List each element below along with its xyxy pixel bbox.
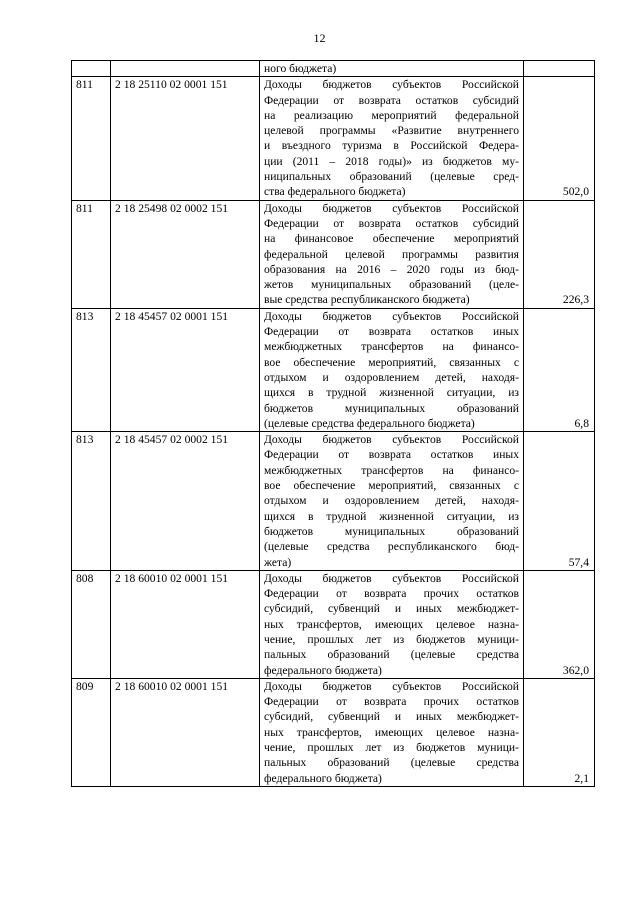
page-number: 12 bbox=[313, 31, 326, 45]
table-row bbox=[72, 200, 595, 308]
description-line: Федерации от возврата остатков иных bbox=[264, 448, 519, 462]
description-line: Доходы бюджетов субъектов Российской bbox=[264, 433, 519, 447]
budget-code-cell: 2 18 45457 02 0002 151 bbox=[111, 432, 260, 571]
budget-code-cell: 2 18 25498 02 0002 151 bbox=[111, 200, 260, 308]
description-line: вые средства республиканского бюджета) bbox=[264, 293, 470, 307]
description-line: федерального бюджета) bbox=[264, 771, 382, 785]
description-line: федерального бюджета) bbox=[264, 663, 382, 677]
table-row bbox=[72, 77, 595, 200]
description-line: (целевые средства федерального бюджета) bbox=[264, 416, 475, 430]
description-line: (целевые средства республиканского бюд- bbox=[264, 540, 519, 554]
amount-cell bbox=[524, 61, 595, 77]
amount-cell: 2,1 bbox=[524, 678, 595, 786]
budget-code-cell: 2 18 25110 02 0001 151 bbox=[111, 77, 260, 200]
budget-income-table bbox=[71, 60, 595, 787]
amount-cell: 502,0 bbox=[524, 77, 595, 200]
description-line: ства федерального бюджета) bbox=[264, 185, 406, 199]
description-line: межбюджетных трансфертов на финансо- bbox=[264, 463, 519, 477]
admin-code-cell: 813 bbox=[72, 432, 111, 571]
description-cell bbox=[260, 77, 524, 200]
admin-code-cell: 811 bbox=[72, 200, 111, 308]
description-line: образования на 2016 – 2020 годы из бюд- bbox=[264, 262, 519, 276]
description-line: федеральной целевой программы развития bbox=[264, 247, 519, 261]
description-line: на финансовое обеспечение мероприятий bbox=[264, 232, 519, 246]
description-line: ниципальных образований (целевые сред- bbox=[264, 170, 519, 184]
description-line: межбюджетных трансфертов на финансо- bbox=[264, 340, 519, 354]
description-line: жета) bbox=[264, 555, 292, 569]
amount-cell: 226,3 bbox=[524, 200, 595, 308]
admin-code-cell: 811 bbox=[72, 77, 111, 200]
description-line: Федерации от возврата остатков иных bbox=[264, 325, 519, 339]
amount-cell: 6,8 bbox=[524, 308, 595, 431]
description-line: ных трансфертов, имеющих целевое назна- bbox=[264, 617, 519, 631]
description-line: Доходы бюджетов субъектов Российской bbox=[264, 78, 519, 92]
description-line: чение, прошлых лет из бюджетов муници- bbox=[264, 741, 519, 755]
description-line: щихся в трудной жизненной ситуации, из bbox=[264, 386, 519, 400]
description-cell bbox=[260, 200, 524, 308]
admin-code-cell: 809 bbox=[72, 678, 111, 786]
table-row-continuation bbox=[72, 61, 595, 77]
description-cell bbox=[260, 432, 524, 571]
description-line: щихся в трудной жизненной ситуации, из bbox=[264, 509, 519, 523]
description-line: на реализацию мероприятий федеральной bbox=[264, 108, 519, 122]
table-body bbox=[72, 61, 595, 787]
description-line: отдыхом и оздоровлением детей, находя- bbox=[264, 494, 519, 508]
admin-code-cell bbox=[72, 61, 111, 77]
description-line: Федерации от возврата остатков субсидий bbox=[264, 93, 519, 107]
description-line: ции (2011 – 2018 годы)» из бюджетов му- bbox=[264, 154, 519, 168]
description-line: и въездного туризма в Российской Федера- bbox=[264, 139, 519, 153]
description-line: отдыхом и оздоровлением детей, находя- bbox=[264, 370, 519, 384]
budget-code-cell: 2 18 60010 02 0001 151 bbox=[111, 570, 260, 678]
description-line: пальных образований (целевые средства bbox=[264, 648, 519, 662]
budget-code-cell: 2 18 45457 02 0001 151 bbox=[111, 308, 260, 431]
description-cell bbox=[260, 570, 524, 678]
description-cell bbox=[260, 61, 524, 77]
description-cell bbox=[260, 308, 524, 431]
description-line: Доходы бюджетов субъектов Российской bbox=[264, 201, 519, 215]
table-row bbox=[72, 570, 595, 678]
description-line: субсидий, субвенций и иных межбюджет- bbox=[264, 602, 519, 616]
description-line: Доходы бюджетов субъектов Российской bbox=[264, 679, 519, 693]
description-cell bbox=[260, 678, 524, 786]
table-row bbox=[72, 308, 595, 431]
admin-code-cell: 808 bbox=[72, 570, 111, 678]
budget-code-cell bbox=[111, 61, 260, 77]
description-line: жетов муниципальных образований (целе- bbox=[264, 278, 519, 292]
description-line: Федерации от возврата прочих остатков bbox=[264, 587, 519, 601]
budget-code-cell: 2 18 60010 02 0001 151 bbox=[111, 678, 260, 786]
admin-code-cell: 813 bbox=[72, 308, 111, 431]
description-line: бюджетов муниципальных образований bbox=[264, 401, 519, 415]
table-row bbox=[72, 678, 595, 786]
description-line: Федерации от возврата остатков субсидий bbox=[264, 216, 519, 230]
description-line: субсидий, субвенций и иных межбюджет- bbox=[264, 710, 519, 724]
description-line: пальных образований (целевые средства bbox=[264, 756, 519, 770]
description-line: Доходы бюджетов субъектов Российской bbox=[264, 571, 519, 585]
description-line: вое обеспечение мероприятий, связанных с bbox=[264, 479, 519, 493]
description-line: ных трансфертов, имеющих целевое назна- bbox=[264, 725, 519, 739]
amount-cell: 57,4 bbox=[524, 432, 595, 571]
description-line: бюджетов муниципальных образований bbox=[264, 524, 519, 538]
description-line: чение, прошлых лет из бюджетов муници- bbox=[264, 632, 519, 646]
amount-cell: 362,0 bbox=[524, 570, 595, 678]
description-line: целевой программы «Развитие внутреннего bbox=[264, 124, 519, 138]
description-line: вое обеспечение мероприятий, связанных с bbox=[264, 355, 519, 369]
description-line: Доходы бюджетов субъектов Российской bbox=[264, 309, 519, 323]
description-line: Федерации от возврата прочих остатков bbox=[264, 695, 519, 709]
description-line: ного бюджета) bbox=[264, 62, 337, 75]
table-row bbox=[72, 432, 595, 571]
